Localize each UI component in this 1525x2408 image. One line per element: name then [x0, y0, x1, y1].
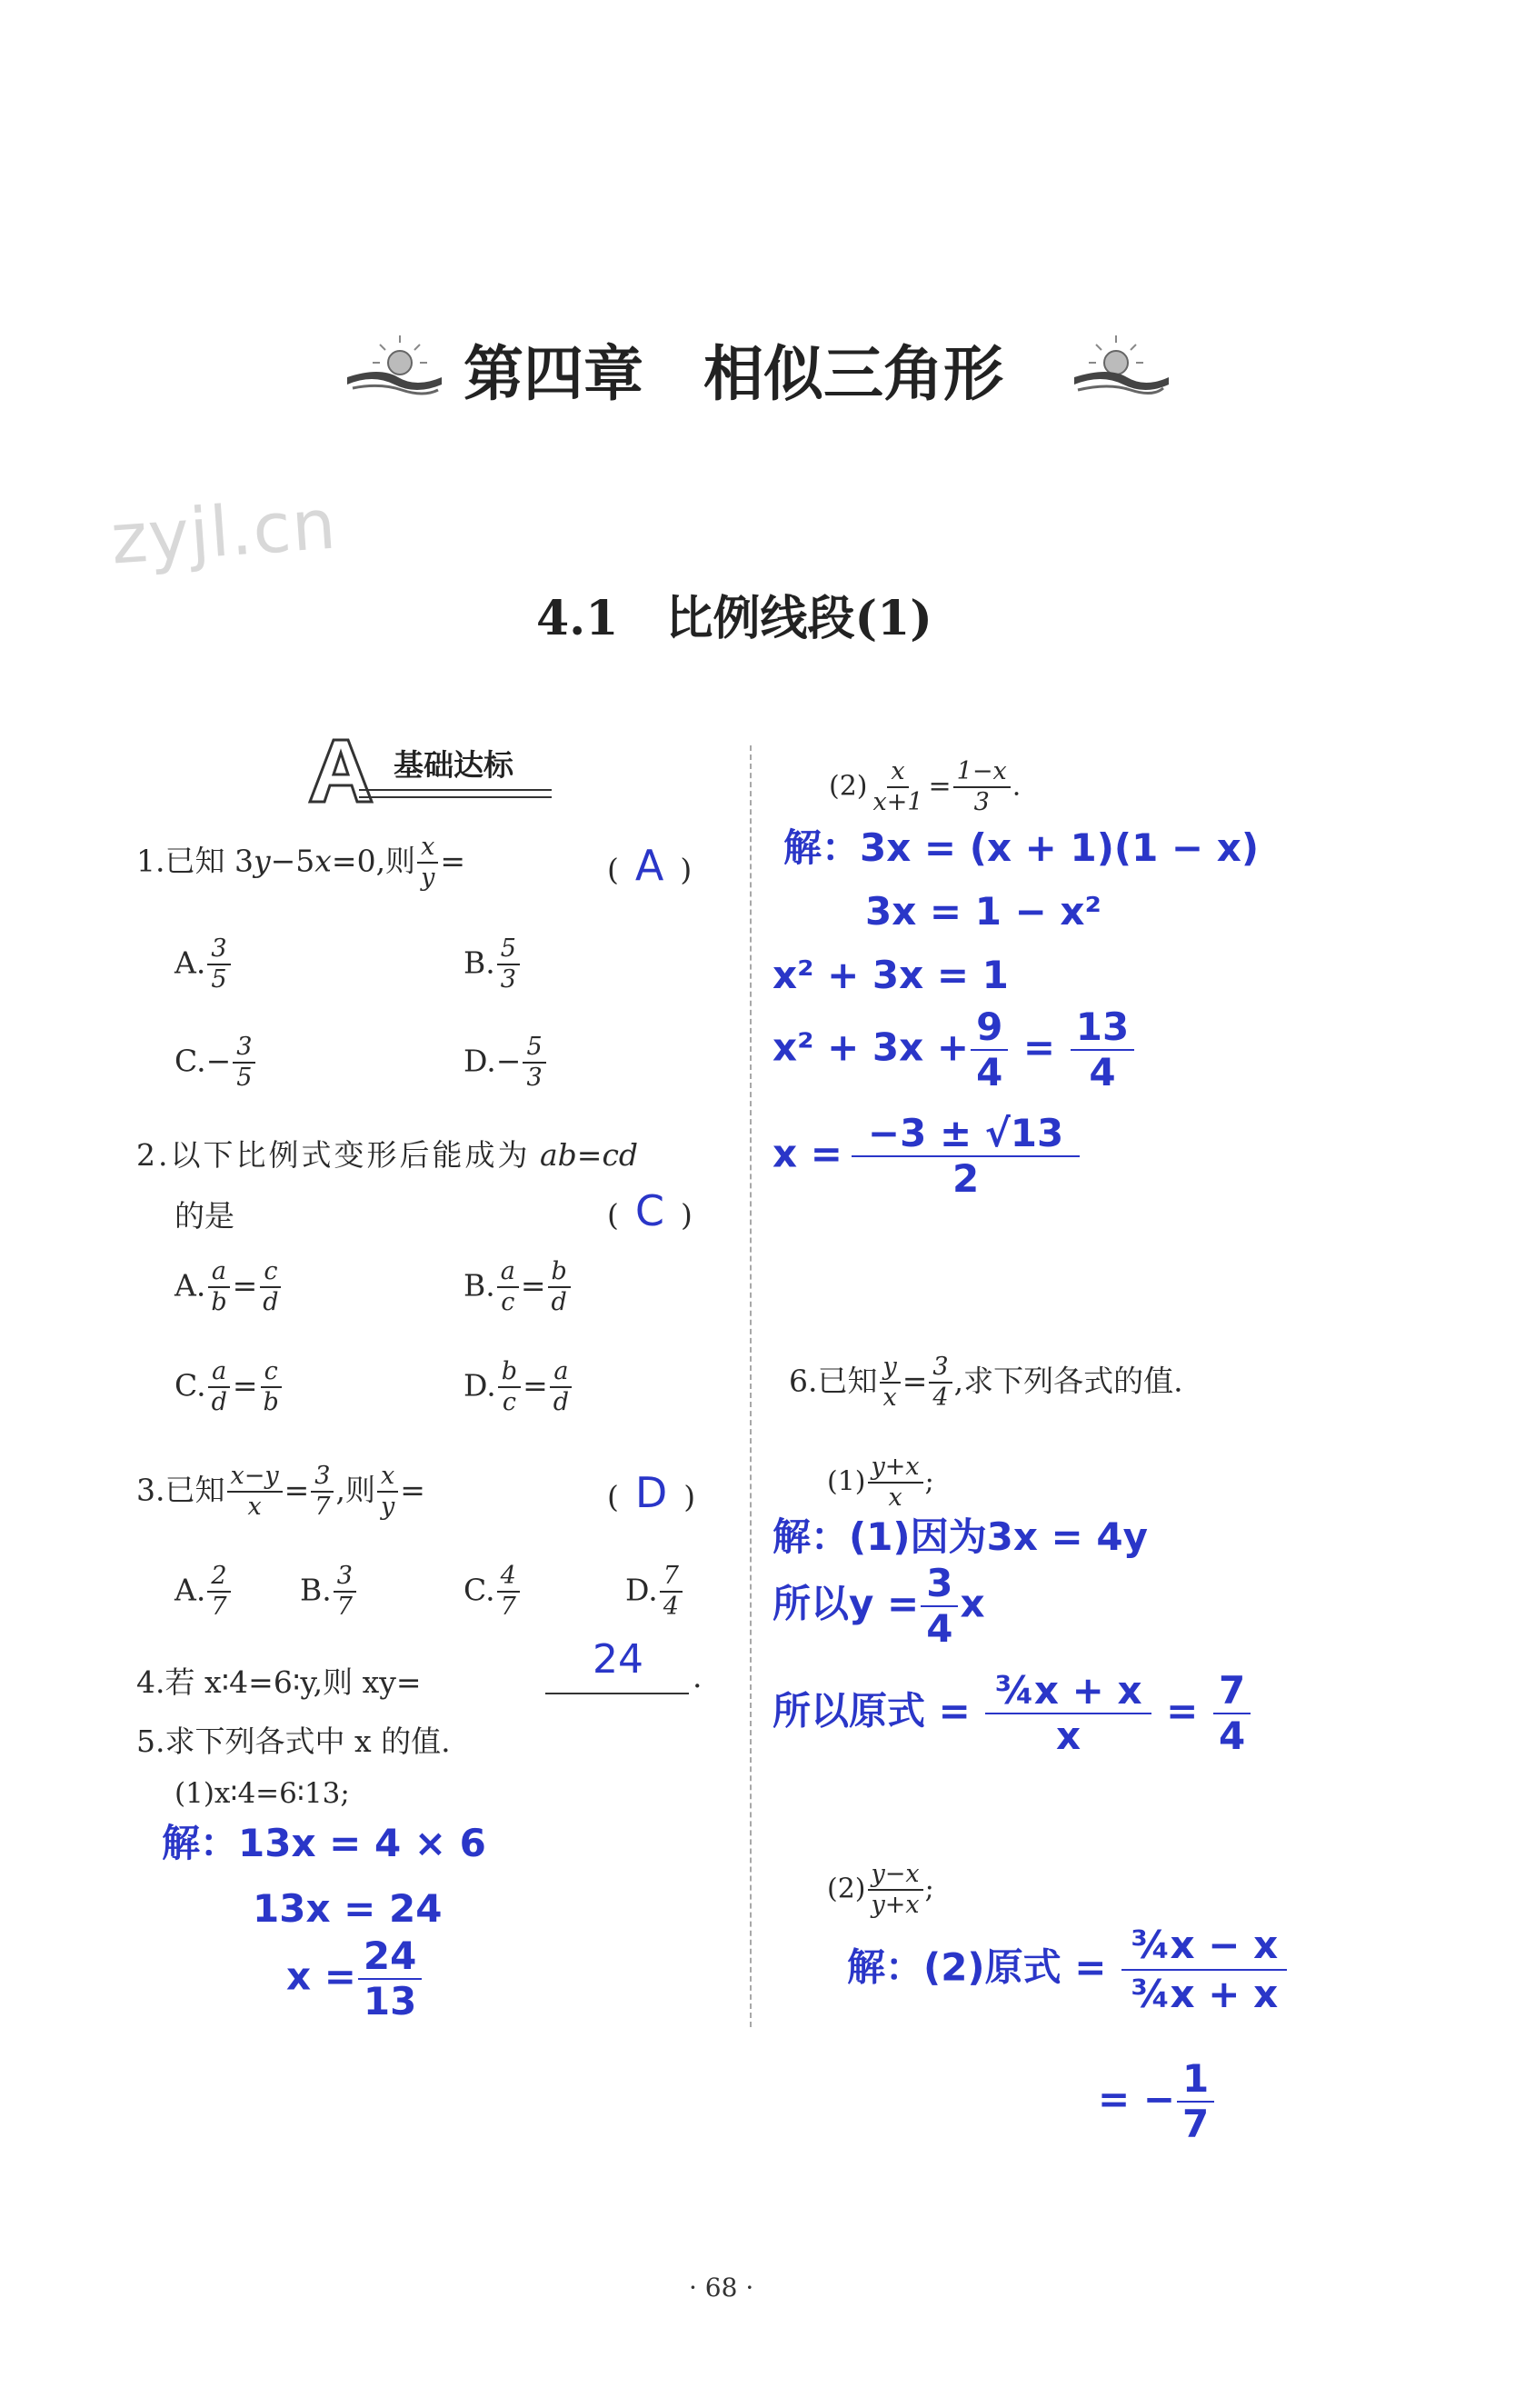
question-2 — [136, 1132, 638, 1174]
q2-option-d-rnum: a — [550, 1359, 572, 1388]
q3-eq: = — [284, 1472, 310, 1508]
q3-f2-den: 7 — [314, 1493, 331, 1522]
question-4: 4.若 x∶4=6∶y,则 xy= — [136, 1664, 422, 1700]
q5-sol2-line4-den1: 4 — [976, 1050, 1003, 1095]
q5-sol2-line4-num1: 9 — [971, 1007, 1008, 1051]
q5-sol2-line4-num2: 13 — [1071, 1007, 1134, 1051]
q6-part2 — [827, 1862, 934, 1919]
q1-option-b — [463, 936, 522, 994]
q3-option-c-num: 4 — [497, 1564, 520, 1593]
q6-sol1-line3-rnum: 7 — [1213, 1671, 1251, 1714]
q2-option-b: B. $\frac{a}{c}$ = $\frac{b}{d}$ — [463, 1259, 573, 1316]
q1-tail: = — [440, 843, 465, 879]
q6-sol2-line1-frac — [1121, 1923, 1287, 2017]
q1-answer-bracket: ( A ) — [607, 841, 693, 890]
section-title: 4.1 比例线段(1) — [536, 591, 932, 646]
q2-option-b-label: B. — [463, 1267, 495, 1304]
q2-option-d-label: D. — [463, 1367, 496, 1404]
q1-option-a-label: A. — [174, 944, 206, 981]
q1-option-b-den: 3 — [500, 965, 516, 994]
q2-option-c-rden: b — [263, 1388, 279, 1417]
q1-option-b-num: 5 — [497, 936, 520, 965]
q2-option-c-lfrac — [208, 1359, 231, 1416]
q4-end: . — [693, 1659, 703, 1694]
q3-frac2 — [311, 1464, 334, 1521]
q6-part1-den: x — [888, 1484, 902, 1513]
q6-sol1-line2-a: 所以y = — [772, 1581, 920, 1626]
q6-sol2-line1-num: ¾x − x — [1121, 1925, 1287, 1971]
q6-eq: = — [902, 1363, 928, 1399]
q1-option-c — [174, 1034, 257, 1092]
q3-answer-bracket: ( D ) — [607, 1468, 696, 1517]
q2-option-d: D. $\frac{b}{c}$ = $\frac{a}{d}$ — [463, 1359, 574, 1416]
q5-sol2-line2: 3x = 1 − x² — [865, 889, 1101, 934]
q6-part1-prefix: (1) — [827, 1465, 866, 1498]
q1-option-d-num: 5 — [523, 1034, 545, 1064]
q3-option-b-frac — [334, 1564, 356, 1621]
q5-sol1-lhs: x = — [286, 1953, 356, 1999]
q3-option-d-frac — [660, 1564, 683, 1621]
chapter-header — [327, 318, 1200, 418]
q6-sol1-line3-rfrac — [1213, 1668, 1251, 1759]
q2-option-c-lden: d — [211, 1388, 227, 1417]
q5-part2-end: . — [1012, 770, 1022, 803]
q5-sol2-line4-a: x² + 3x + — [772, 1024, 970, 1070]
q1-stem-a: 1.已知 3 — [136, 843, 254, 879]
q5-sol2-line4-frac2 — [1071, 1004, 1134, 1095]
badge-underline — [359, 789, 552, 798]
q4-answer: 24 — [593, 1636, 643, 1683]
q6-stem-a: 6.已知 — [789, 1363, 878, 1399]
q2-option-a-lnum: a — [208, 1259, 230, 1288]
q5-sol1-den: 13 — [363, 1979, 417, 2024]
q5-sol1-frac — [358, 1933, 422, 2024]
q6-sol1-line1: 解：(1)因为3x = 4y — [772, 1514, 1148, 1559]
q2-stem: 2.以下比例式变形后能成为 — [136, 1137, 531, 1173]
q3-frac1 — [227, 1464, 283, 1521]
q3-option-c — [463, 1564, 522, 1621]
question-3 — [136, 1464, 425, 1521]
q2-eq: ab=cd — [540, 1137, 639, 1173]
q6-part1 — [827, 1454, 934, 1512]
q1-option-c-label: C. — [174, 1043, 206, 1079]
q5-sol2-line4 — [772, 1004, 1136, 1095]
q2-option-c-label: C. — [174, 1367, 206, 1404]
q5-part2-rden: 3 — [973, 788, 990, 817]
q3-option-d-num: 7 — [660, 1564, 683, 1593]
q5-sol1-line1: 解：13x = 4 × 6 — [162, 1821, 486, 1865]
q3-option-d — [625, 1564, 684, 1621]
q6-sol1-line3-frac — [985, 1668, 1151, 1759]
q5-part2-eq: = — [928, 770, 952, 803]
q5-part2-lnum: x — [887, 759, 908, 788]
q5-part2-lfrac — [870, 759, 927, 816]
q5-sol2-line5-frac — [852, 1111, 1080, 1202]
q5-part2-lden: x+1 — [872, 788, 923, 817]
q3-f3-den: y — [380, 1493, 395, 1522]
sun-wave-icon-left — [344, 332, 444, 405]
q1-num: x — [417, 834, 438, 864]
q5-sol1-line2: 13x = 24 — [253, 1886, 443, 1931]
column-divider — [750, 745, 752, 2027]
q6-frac — [880, 1354, 901, 1412]
q5-part2-prefix: (2) — [829, 770, 868, 803]
q6-sol2-line2-frac — [1177, 2056, 1214, 2147]
q2-option-a-rden: d — [263, 1288, 279, 1317]
q1-stem-c: −5 — [270, 843, 315, 879]
q6-part1-frac — [868, 1454, 923, 1512]
q2-answer-bracket: ( C ) — [607, 1186, 693, 1235]
q2-option-c-lnum: a — [208, 1359, 230, 1388]
q6-sol1-line3-den: x — [1055, 1714, 1081, 1759]
q5-sol1-line3 — [286, 1933, 424, 2024]
q3-option-c-label: C. — [463, 1572, 495, 1608]
q6-sol1-line2-b: x — [960, 1581, 985, 1626]
q6-sol2-line1-den: ¾x + x — [1131, 1972, 1279, 2017]
q5-sol1-num: 24 — [358, 1936, 422, 1980]
q5-sol2-line4-eq: = — [1022, 1024, 1056, 1070]
q2-option-b-rfrac — [548, 1259, 571, 1316]
q6-part1-num: y+x — [868, 1454, 923, 1484]
q2-option-a-lden: b — [211, 1288, 227, 1317]
q2-option-a: A. $\frac{a}{b}$ = $\frac{c}{d}$ — [174, 1259, 284, 1316]
q2-option-d-lnum: b — [498, 1359, 521, 1388]
q1-den: y — [421, 864, 435, 893]
q3-option-a-den: 7 — [211, 1593, 227, 1622]
q2-line2: 的是 — [174, 1198, 234, 1234]
q2-option-b-rnum: b — [548, 1259, 571, 1288]
sun-wave-icon-right — [1072, 332, 1172, 405]
q5-sol2-line5-num: −3 ± √13 — [852, 1114, 1080, 1157]
q6-stem-b: ,求下列各式的值. — [953, 1363, 1183, 1399]
q2-answer: C — [634, 1186, 664, 1235]
q6-val-den: 4 — [932, 1384, 949, 1413]
q3-f1-num: x−y — [227, 1464, 283, 1493]
q6-sol1-line2 — [772, 1561, 985, 1652]
q2-option-c: C. $\frac{a}{d}$ = $\frac{c}{b}$ — [174, 1359, 284, 1416]
q1-option-d-sign: − — [495, 1043, 522, 1079]
q6-sol1-line3 — [772, 1668, 1252, 1759]
q3-option-b-den: 7 — [336, 1593, 353, 1622]
q6-val-num: 3 — [929, 1354, 952, 1384]
q3-f1-den: x — [247, 1493, 262, 1522]
q6-part2-end: ; — [924, 1873, 934, 1905]
q6-sol1-line3-eq: = — [1166, 1688, 1199, 1734]
q3-mid: ,则 — [335, 1472, 375, 1508]
q6-sol1-line3-a: 所以原式 = — [772, 1688, 971, 1734]
page-number: · 68 · — [689, 2273, 754, 2303]
q5-sol2-line5 — [772, 1111, 1081, 1202]
q2-option-d-rfrac — [550, 1359, 573, 1416]
q1-option-c-num: 3 — [233, 1034, 255, 1064]
q6-sol2-line2-a: = − — [1098, 2076, 1176, 2122]
q2-option-b-lden: c — [501, 1288, 515, 1317]
q5-part2-rnum: 1−x — [953, 759, 1011, 788]
q6-sol2-line1 — [847, 1923, 1289, 2017]
q1-option-b-frac — [497, 936, 520, 994]
q1-option-d-frac — [523, 1034, 545, 1092]
q3-option-b-num: 3 — [334, 1564, 356, 1593]
q3-stem: 3.已知 — [136, 1472, 225, 1508]
q1-option-d — [463, 1034, 548, 1092]
q3-option-b — [300, 1564, 358, 1621]
q6-sol2-line2-den: 7 — [1182, 2102, 1210, 2147]
q1-fraction — [417, 834, 438, 892]
q1-option-b-label: B. — [463, 944, 495, 981]
q6-part1-end: ; — [924, 1465, 934, 1498]
q2-option-b-rden: d — [551, 1288, 567, 1317]
q5-sol2-line5-den: 2 — [952, 1156, 980, 1202]
q2-option-c-rfrac — [260, 1359, 283, 1416]
q5-sol2-line4-frac1 — [971, 1004, 1008, 1095]
q6-sol2-line2 — [1098, 2056, 1216, 2147]
q3-option-b-label: B. — [300, 1572, 332, 1608]
q1-option-c-frac — [233, 1034, 255, 1092]
q6-sol1-line3-num: ¾x + x — [985, 1671, 1151, 1714]
q1-option-c-sign: − — [205, 1043, 232, 1079]
q2-option-d-lden: c — [502, 1388, 516, 1417]
q1-answer: A — [634, 841, 664, 890]
q6-sol1-line2-den: 4 — [926, 1606, 953, 1652]
chapter-title: 第四章 相似三角形 — [463, 338, 1003, 409]
q6-sol1-line3-rden: 4 — [1219, 1714, 1246, 1759]
q2-option-d-lfrac — [498, 1359, 521, 1416]
q2-option-d-rden: d — [553, 1388, 570, 1417]
question-6 — [789, 1354, 1183, 1412]
q2-option-b-lnum: a — [497, 1259, 519, 1288]
q3-option-c-frac — [497, 1564, 520, 1621]
q6-part2-den: y+x — [871, 1891, 920, 1920]
q1-option-a-num: 3 — [207, 936, 230, 965]
watermark: zyjl.cn — [108, 483, 340, 580]
q2-option-a-lfrac — [207, 1259, 230, 1316]
q5-sol2-line5-lhs: x = — [772, 1131, 842, 1176]
q1-stem-b: y — [253, 843, 271, 879]
q1-option-a-frac — [207, 936, 230, 994]
q2-option-c-rnum: c — [261, 1359, 282, 1388]
q2-option-a-rnum: c — [260, 1259, 281, 1288]
section-badge — [304, 734, 559, 807]
q6-part2-num: y−x — [868, 1862, 923, 1891]
question-1 — [136, 834, 465, 892]
q6-sol1-line2-frac — [921, 1561, 958, 1652]
q1-option-c-den: 5 — [236, 1064, 253, 1093]
q3-option-a — [174, 1564, 233, 1621]
question-5: 5.求下列各式中 x 的值. — [136, 1724, 451, 1759]
q1-option-d-label: D. — [463, 1043, 496, 1079]
q5-part2-rfrac — [953, 759, 1011, 816]
q1-stem-d: x — [314, 843, 332, 879]
q6-sol2-line2-num: 1 — [1177, 2059, 1214, 2103]
q6-part2-prefix: (2) — [827, 1873, 866, 1905]
q3-frac3 — [377, 1464, 398, 1521]
q3-f2-num: 3 — [311, 1464, 334, 1493]
q3-f3-num: x — [377, 1464, 398, 1493]
q1-option-a-den: 5 — [211, 965, 227, 994]
badge-label: 基础达标 — [394, 747, 513, 783]
q3-option-a-frac — [207, 1564, 230, 1621]
q1-option-a — [174, 936, 233, 994]
q6-val-frac — [929, 1354, 952, 1412]
q5-part2 — [829, 759, 1021, 816]
q2-option-b-lfrac — [497, 1259, 519, 1316]
q5-part1: (1)x∶4=6∶13; — [174, 1777, 350, 1810]
q5-sol2-line3: x² + 3x = 1 — [772, 953, 1009, 997]
q3-option-a-num: 2 — [207, 1564, 230, 1593]
q3-option-a-label: A. — [174, 1572, 206, 1608]
q6-part2-frac — [868, 1862, 923, 1919]
q1-stem-e: =0,则 — [331, 843, 416, 879]
q3-tail: = — [400, 1472, 425, 1508]
q6-num: y — [880, 1354, 901, 1384]
q2-option-a-label: A. — [174, 1267, 206, 1304]
q1-option-d-den: 3 — [526, 1064, 543, 1093]
q5-sol2-line1: 解：3x = (x + 1)(1 − x) — [783, 825, 1260, 870]
q4-blank — [545, 1693, 689, 1694]
q6-sol2-line1-a: 解：(2)原式 = — [847, 1944, 1107, 1990]
q3-option-c-den: 7 — [500, 1593, 516, 1622]
q6-sol1-line2-num: 3 — [921, 1564, 958, 1607]
q3-option-d-den: 4 — [663, 1593, 679, 1622]
q2-option-a-rfrac — [259, 1259, 282, 1316]
q3-option-d-label: D. — [625, 1572, 658, 1608]
q6-den: x — [882, 1384, 897, 1413]
q5-sol2-line4-den2: 4 — [1089, 1050, 1116, 1095]
q3-answer: D — [634, 1468, 668, 1517]
